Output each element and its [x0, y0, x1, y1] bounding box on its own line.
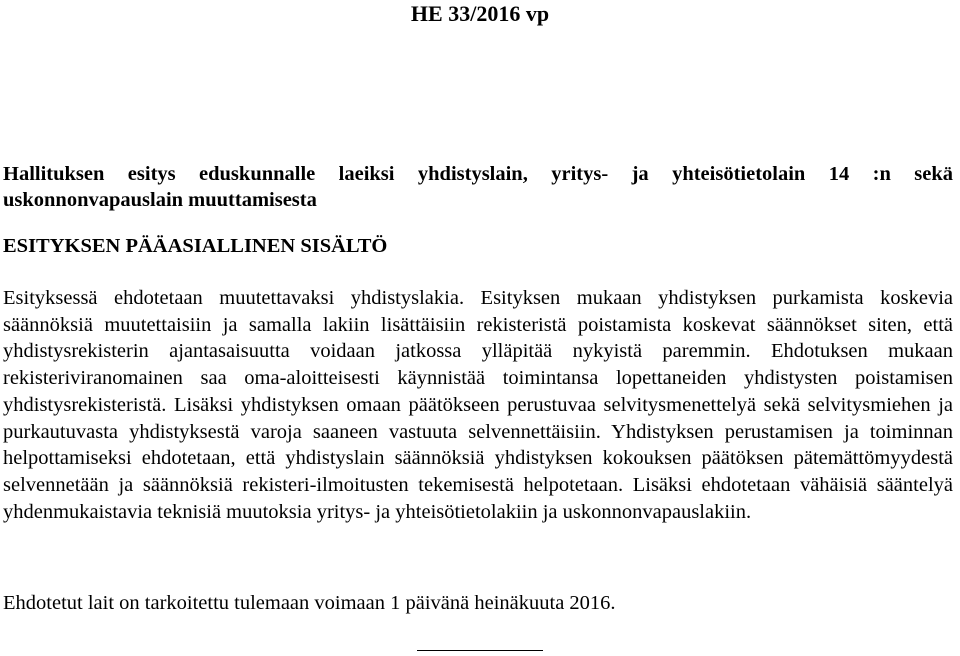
document-id: HE 33/2016 vp: [410, 1, 550, 26]
entry-into-force-paragraph: Ehdotetut lait on tarkoitettu tulemaan voimaan 1 päivänä heinäkuuta 2016.: [3, 592, 616, 614]
bill-title: Hallituksen esitys eduskunnalle laeiksi yhdistyslain, yritys- ja yhteisötietolain 14 :n sekä uskonnonvapauslain muuttamisesta: [3, 163, 953, 211]
section-heading: ESITYKSEN PÄÄASIALLINEN SISÄLTÖ: [3, 235, 388, 257]
summary-paragraph: Esityksessä ehdotetaan muutettavaksi yhdistyslakia. Esityksen mukaan yhdistyksen purkamista koskevia säännöksiä muutettaisiin ja samalla lakiin lisättäisiin rekisteristä poistamista koskevat säännökset siten, että yhdistysrekisterin ajantasaisuutta voidaan jatkossa ylläpitää nykyistä paremmin. Ehdotuksen mukaan rekisteriviranomainen saa oma-aloitteisesti käynnistää toimintansa lopettaneiden yhdistysten poistamisen yhdistysrekisteristä. Lisäksi yhdistyksen omaan päätökseen perustuvaa selvitysmenettelyä sekä selvitysmiehen ja purkautuvasta yhdistyksestä varoja saaneen vastuuta selvennettäisiin. Yhdistyksen perustamisen ja toiminnan helpottamiseksi ehdotetaan, että yhdistyslain säännöksiä yhdistyksen kokouksen päätöksen pätemättömyydestä selvennetään ja säännöksiä rekisteri-ilmoitusten tekemisestä helpotetaan. Lisäksi ehdotetaan vähäisiä sääntelyä yhdenmukaistavia teknisiä muutoksia yritys- ja yhteisötietolakiin ja uskonnonvapauslakiin.: [3, 287, 953, 523]
end-divider: [417, 650, 543, 651]
